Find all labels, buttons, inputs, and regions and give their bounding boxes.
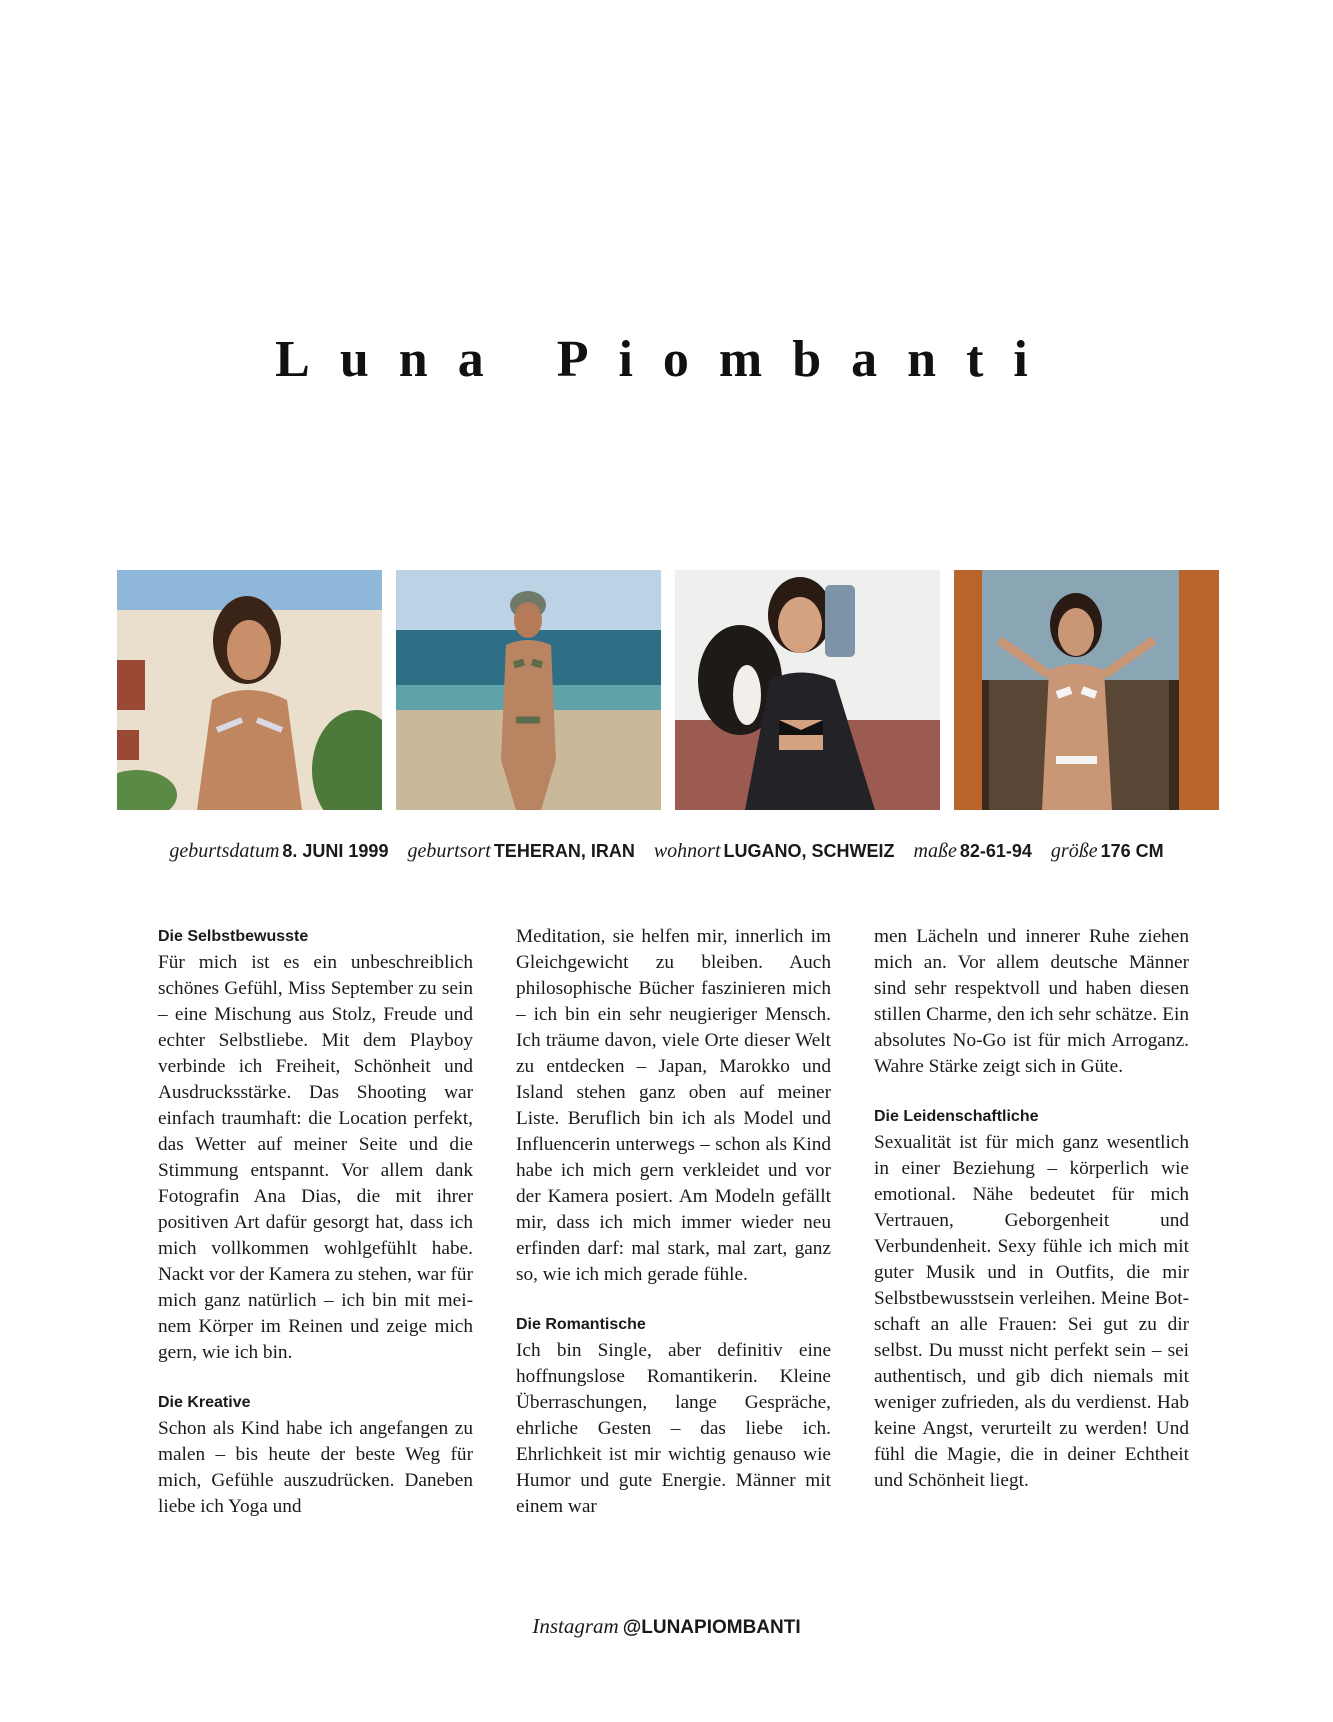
photo-selfie-dog — [675, 570, 940, 810]
birthplace-value: TEHERAN, IRAN — [493, 841, 635, 861]
column-1 — [158, 924, 473, 1520]
fact-birthplace — [407, 840, 648, 862]
fact-birthdate — [169, 840, 402, 862]
section-heading-selbstbewusste: Die Selbstbewusste — [158, 928, 309, 945]
page-title: Luna Piombanti — [275, 331, 1058, 388]
section-text-leidenschaftliche: Sexualität ist für mich ganz wesentlich in einer Beziehung – körperlich wie emotional. Nähe bedeutet für mich Vertrauen, Geborgenheit und Verbundenheit. Sexy fühle ich mich mit guter Musik und in Outfits, die mir Selbstbewusstsein verleihen. Meine Botschaft an alle Frauen: Sei gut zu dir selbst. Du musst nicht perfekt sein – sei authentisch, und gib dich niemals mit weniger zufrieden, als du verdienst. Hab keine Angst, verurteilt zu werden! Und fühl die Magie, die in deiner Echtheit und Schönheit liegt. — [874, 1132, 1189, 1491]
birthplace-label: geburtsort — [407, 840, 491, 862]
section-text-kreative-part1: Schon als Kind habe ich angefangen zu malen – bis heute der beste Weg für mich, Gefühle auszudrücken. Daneben liebe ich Yoga und — [158, 1418, 473, 1517]
facts-line — [0, 840, 1333, 863]
fact-residence — [654, 840, 909, 862]
measurements-label: maße — [913, 840, 957, 862]
section-heading-romantische: Die Romantische — [516, 1316, 646, 1333]
instagram-label: Instagram — [532, 1614, 619, 1638]
measurements-value: 82-61-94 — [959, 841, 1032, 861]
section-text-kreative-part2: Meditation, sie helfen mir, innerlich im Gleichgewicht zu bleiben. Auch philosophische Bücher faszinieren mich – ich bin ein sehr neugieriger Mensch. Ich träume davon, viele Orte dieser Welt zu entdecken – Japan, Marokko und Island stehen ganz oben auf meiner Liste. Beruflich bin ich als Model und Influencerin unterwegs – schon als Kind habe ich mich gern verkleidet und vor der Kamera posiert. Am Modeln gefällt mir, dass ich mich immer wieder neu erfinden darf: mal stark, mal zart, ganz so, wie ich mich gerade fühle. — [516, 926, 831, 1285]
fact-height — [1051, 840, 1164, 862]
residence-value: LUGANO, SCHWEIZ — [723, 841, 895, 861]
birthdate-value: 8. JUNI 1999 — [282, 841, 389, 861]
section-text-romantische-part2: men Lächeln und innerer Ruhe ziehen mich an. Vor allem deutsche Männer sind sehr respektvoll und haben diesen stillen Charme, den ich sehr schätze. Ein absolutes No-Go ist für mich Arroganz. Wahre Stärke zeigt sich in Güte. — [874, 926, 1189, 1077]
photo-strip — [117, 570, 1219, 810]
height-value: 176 CM — [1100, 841, 1164, 861]
instagram-line — [0, 1614, 1333, 1639]
photo-boat-door — [954, 570, 1219, 810]
section-text-selbstbewusste: Für mich ist es ein unbeschreiblich schönes Gefühl, Miss September zu sein – eine Mischung aus Stolz, Freude und echter Selbstliebe. Mit dem Playboy verbinde ich Freiheit, Schönheit und Ausdrucksstärke. Das Shooting war einfach traumhaft: die Location perfekt, das Wetter auf meiner Seite und die Stimmung entspannt. Vor allem dank Fotografin Ana Dias, die mit ihrer positiven Art dafür gesorgt hat, dass ich mich vollkommen wohlgefühlt habe. Nackt vor der Kamera zu stehen, war für mich ganz natürlich – ich bin mit meinem Körper im Reinen und zeige mich gern, wie ich bin. — [158, 952, 473, 1363]
column-3 — [874, 924, 1189, 1520]
section-heading-kreative: Die Kreative — [158, 1394, 251, 1411]
column-2 — [516, 924, 831, 1520]
photo-beach — [396, 570, 661, 810]
fact-measurements — [914, 840, 1046, 862]
photo-house-garden — [117, 570, 382, 810]
instagram-handle[interactable]: @LUNAPIOMBANTI — [622, 1617, 801, 1638]
article-columns — [158, 924, 1189, 1520]
section-text-romantische-part1: Ich bin Single, aber definitiv eine hoffnungslose Romantikerin. Kleine Überraschungen, lange Gespräche, ehrliche Gesten – das liebe ich. Ehrlichkeit ist mir wichtig genauso wie Humor und gute Energie. Männer mit einem war — [516, 1340, 831, 1517]
birthdate-label: geburtsdatum — [169, 840, 280, 862]
height-label: größe — [1050, 840, 1098, 862]
residence-label: wohnort — [653, 840, 721, 862]
section-heading-leidenschaftliche: Die Leidenschaftliche — [874, 1108, 1039, 1125]
